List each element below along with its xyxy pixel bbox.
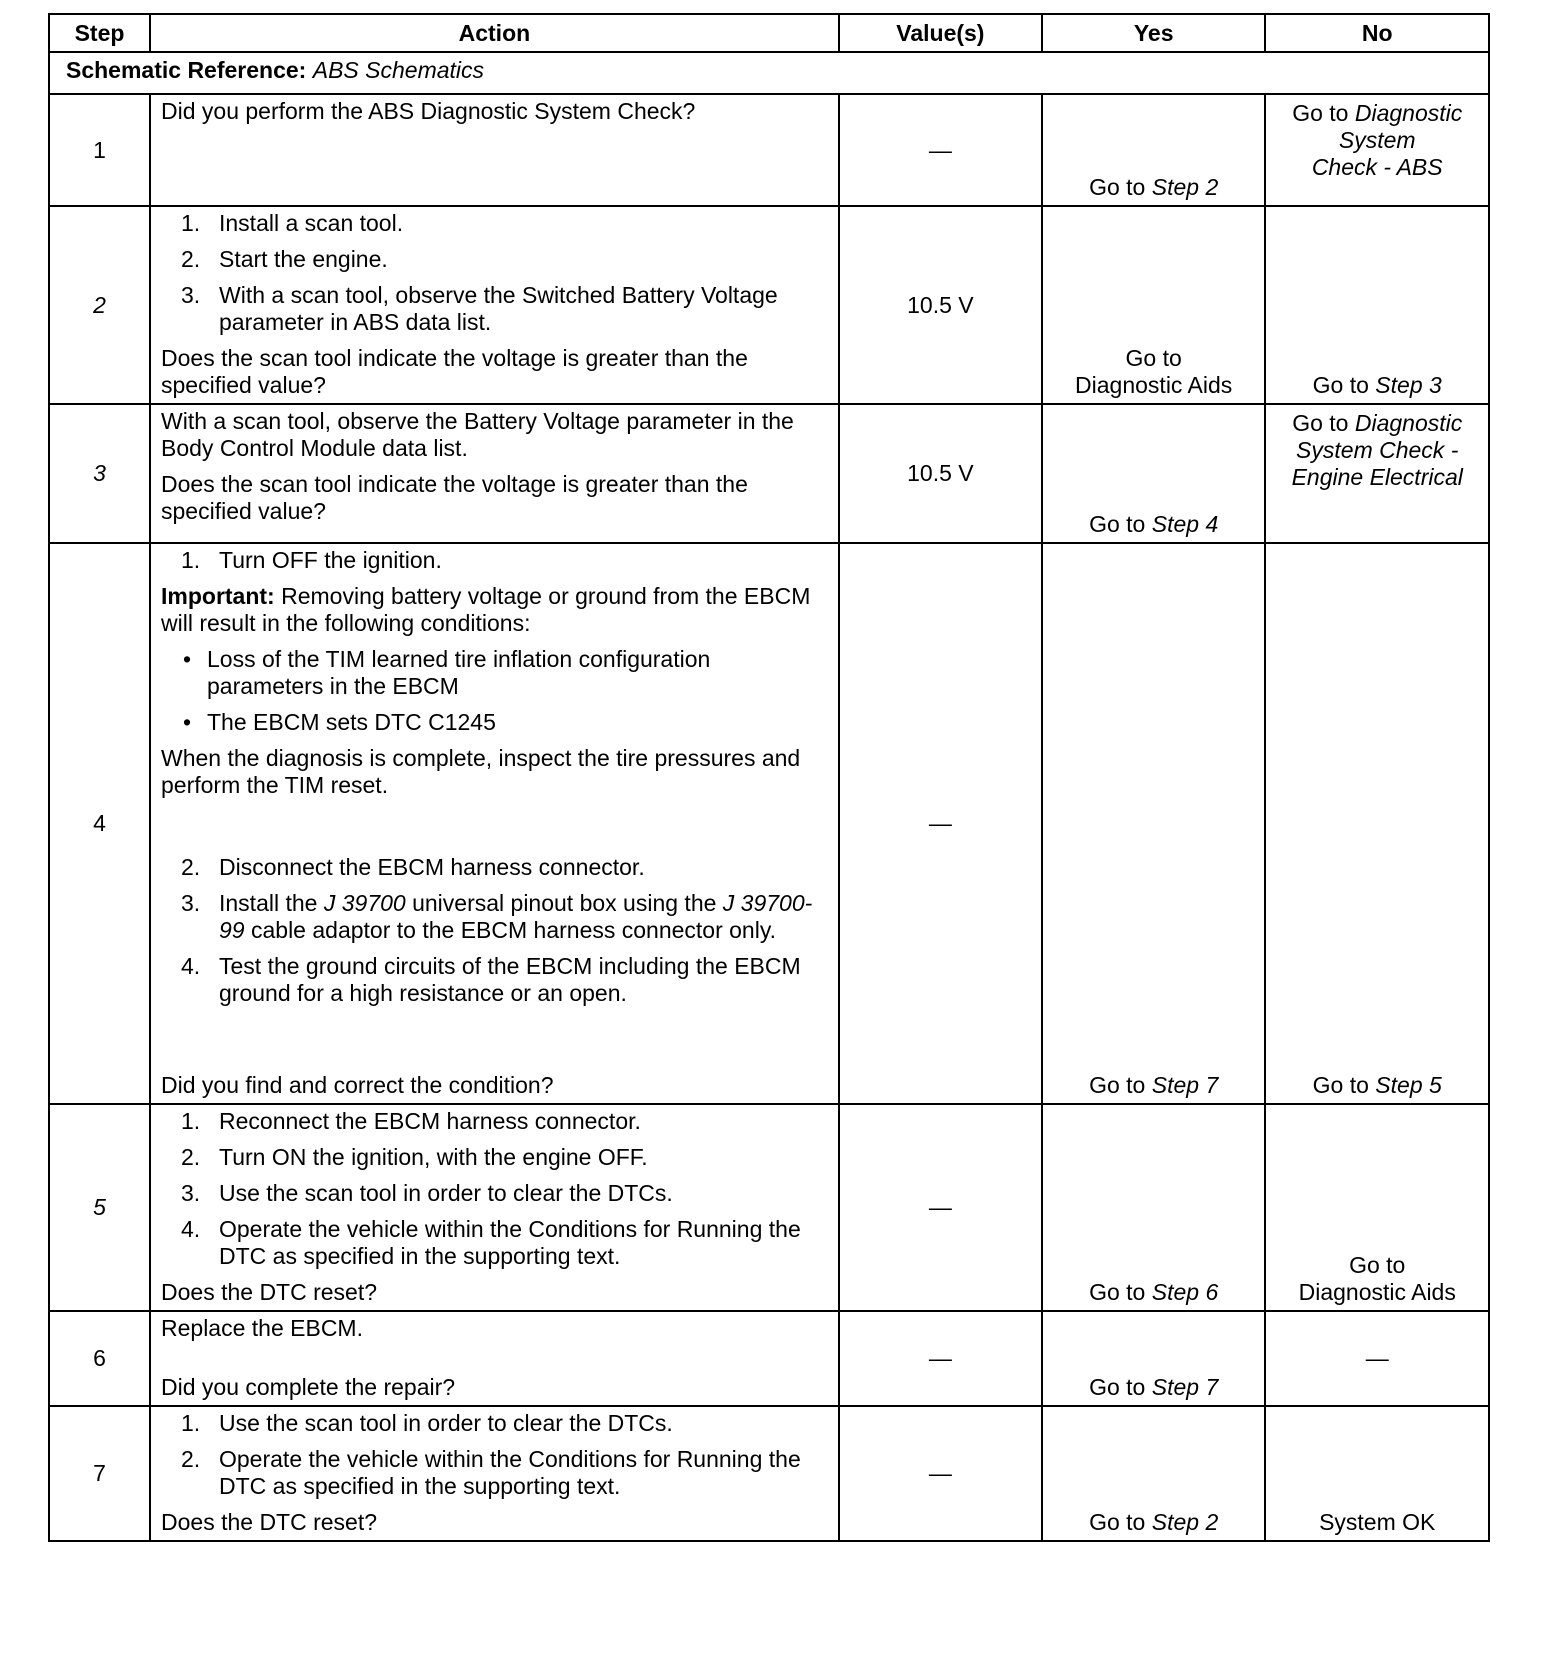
step-number: 4 (49, 543, 150, 1104)
no-link[interactable]: Go to Diagnostic Aids (1298, 1252, 1456, 1305)
no-cell (1265, 543, 1489, 1104)
yes-link[interactable]: Go to Step 6 (1089, 1279, 1219, 1305)
action-cell (150, 1311, 839, 1406)
action-step: 3. Install the J 39700 universal pinout box using the J 39700-99 cable adaptor to the EBCM harness connector only. (181, 890, 813, 943)
action-cell (150, 94, 839, 206)
no-cell (1265, 1104, 1489, 1311)
action-cell (150, 1104, 839, 1311)
condition-list (161, 646, 828, 736)
action-step: 1. Reconnect the EBCM harness connector. (181, 1108, 641, 1134)
action-question: Did you find and correct the condition? (161, 1072, 554, 1098)
step-number: 2 (49, 206, 150, 404)
important-note: Important: Removing battery voltage or ground from the EBCM will result in the following conditions: (161, 583, 811, 636)
step-number: 7 (49, 1406, 150, 1541)
no-cell (1265, 1406, 1489, 1541)
action-text: With a scan tool, observe the Battery Voltage parameter in the Body Control Module data list. (161, 408, 794, 461)
table-row (49, 1406, 1489, 1541)
action-text: Replace the EBCM. (161, 1315, 363, 1341)
step-number: 5 (49, 1104, 150, 1311)
header-step: Step (49, 14, 150, 52)
yes-link[interactable]: Go to Diagnostic Aids (1075, 345, 1233, 398)
schematic-reference-value: ABS Schematics (312, 57, 485, 83)
action-step: 3. With a scan tool, observe the Switched Battery Voltage parameter in ABS data list. (181, 282, 778, 335)
value-cell: — (839, 1406, 1042, 1541)
step-number: 1 (49, 94, 150, 206)
action-cell (150, 543, 839, 1104)
value-cell: — (839, 1104, 1042, 1311)
no-link[interactable]: Go to Step 3 (1312, 372, 1442, 398)
value-cell: 10.5 V (839, 404, 1042, 543)
table-row (49, 543, 1489, 1104)
yes-link[interactable]: Go to Step 7 (1089, 1374, 1219, 1400)
yes-cell (1042, 1104, 1266, 1311)
yes-link[interactable]: Go to Step 4 (1089, 511, 1219, 537)
tool-ref: J 39700-99 (219, 890, 813, 943)
action-question: Does the scan tool indicate the voltage is greater than the specified value? (161, 471, 748, 524)
action-step: 1. Turn OFF the ignition. (181, 547, 442, 573)
action-step: 2. Disconnect the EBCM harness connector. (181, 854, 645, 880)
action-cell (150, 206, 839, 404)
list-item: • The EBCM sets DTC C1245 (183, 709, 496, 735)
schematic-reference-label: Schematic Reference: (66, 57, 307, 83)
table-row (49, 1311, 1489, 1406)
action-question: Does the scan tool indicate the voltage is greater than the specified value? (161, 345, 748, 398)
header-row (49, 14, 1489, 52)
value-cell: 10.5 V (839, 206, 1042, 404)
tool-ref: J 39700 (323, 890, 406, 916)
action-step: 1. Install a scan tool. (181, 210, 404, 236)
action-cell (150, 404, 839, 543)
action-step: 4. Operate the vehicle within the Conditions for Running the DTC as specified in the supporting text. (181, 1216, 801, 1269)
yes-link[interactable]: Go to Step 2 (1089, 174, 1219, 200)
tim-reset-note: When the diagnosis is complete, inspect the tire pressures and perform the TIM reset. (161, 745, 801, 798)
value-cell: — (839, 543, 1042, 1104)
action-steps (161, 1108, 828, 1270)
action-steps (161, 547, 828, 574)
header-yes: Yes (1042, 14, 1266, 52)
action-steps (161, 854, 828, 1007)
action-step: 2. Operate the vehicle within the Conditions for Running the DTC as specified in the supporting text. (181, 1446, 801, 1499)
value-cell: — (839, 1311, 1042, 1406)
yes-cell (1042, 543, 1266, 1104)
yes-cell (1042, 94, 1266, 206)
table-row (49, 1104, 1489, 1311)
action-cell (150, 1406, 839, 1541)
table-row (49, 206, 1489, 404)
system-ok: System OK (1319, 1509, 1436, 1535)
yes-link[interactable]: Go to Step 2 (1089, 1509, 1219, 1535)
action-question: Does the DTC reset? (161, 1279, 378, 1305)
no-cell (1265, 206, 1489, 404)
action-step: 2. Turn ON the ignition, with the engine OFF. (181, 1144, 648, 1170)
action-step: 3. Use the scan tool in order to clear the DTCs. (181, 1180, 673, 1206)
no-link[interactable]: Go to Step 5 (1312, 1072, 1442, 1098)
no-cell (1265, 404, 1489, 543)
table-row (49, 94, 1489, 206)
no-link[interactable]: Go to Diagnostic System Check - ABS (1292, 100, 1463, 180)
header-values: Value(s) (839, 14, 1042, 52)
diagnostic-table (48, 13, 1490, 1542)
list-item: • Loss of the TIM learned tire inflation configuration parameters in the EBCM (183, 646, 711, 699)
header-action: Action (150, 14, 839, 52)
no-cell (1265, 94, 1489, 206)
action-steps (161, 210, 828, 336)
yes-link[interactable]: Go to Step 7 (1089, 1072, 1219, 1098)
action-step: 2. Start the engine. (181, 246, 388, 272)
yes-cell (1042, 206, 1266, 404)
yes-cell (1042, 404, 1266, 543)
value-cell: — (839, 94, 1042, 206)
schematic-reference-row (49, 52, 1489, 94)
action-step: 4. Test the ground circuits of the EBCM including the EBCM ground for a high resistance or an open. (181, 953, 801, 1006)
step-number: 6 (49, 1311, 150, 1406)
header-no: No (1265, 14, 1489, 52)
no-link[interactable]: Go to Diagnostic System Check - Engine Electrical (1291, 410, 1463, 490)
step-number: 3 (49, 404, 150, 543)
action-question: Did you perform the ABS Diagnostic System Check? (161, 98, 696, 124)
action-step: 1. Use the scan tool in order to clear the DTCs. (181, 1410, 673, 1436)
table-row (49, 404, 1489, 543)
action-question: Does the DTC reset? (161, 1509, 378, 1535)
action-question: Did you complete the repair? (161, 1374, 456, 1400)
no-cell: — (1265, 1311, 1489, 1406)
yes-cell (1042, 1311, 1266, 1406)
action-steps (161, 1410, 828, 1500)
yes-cell (1042, 1406, 1266, 1541)
